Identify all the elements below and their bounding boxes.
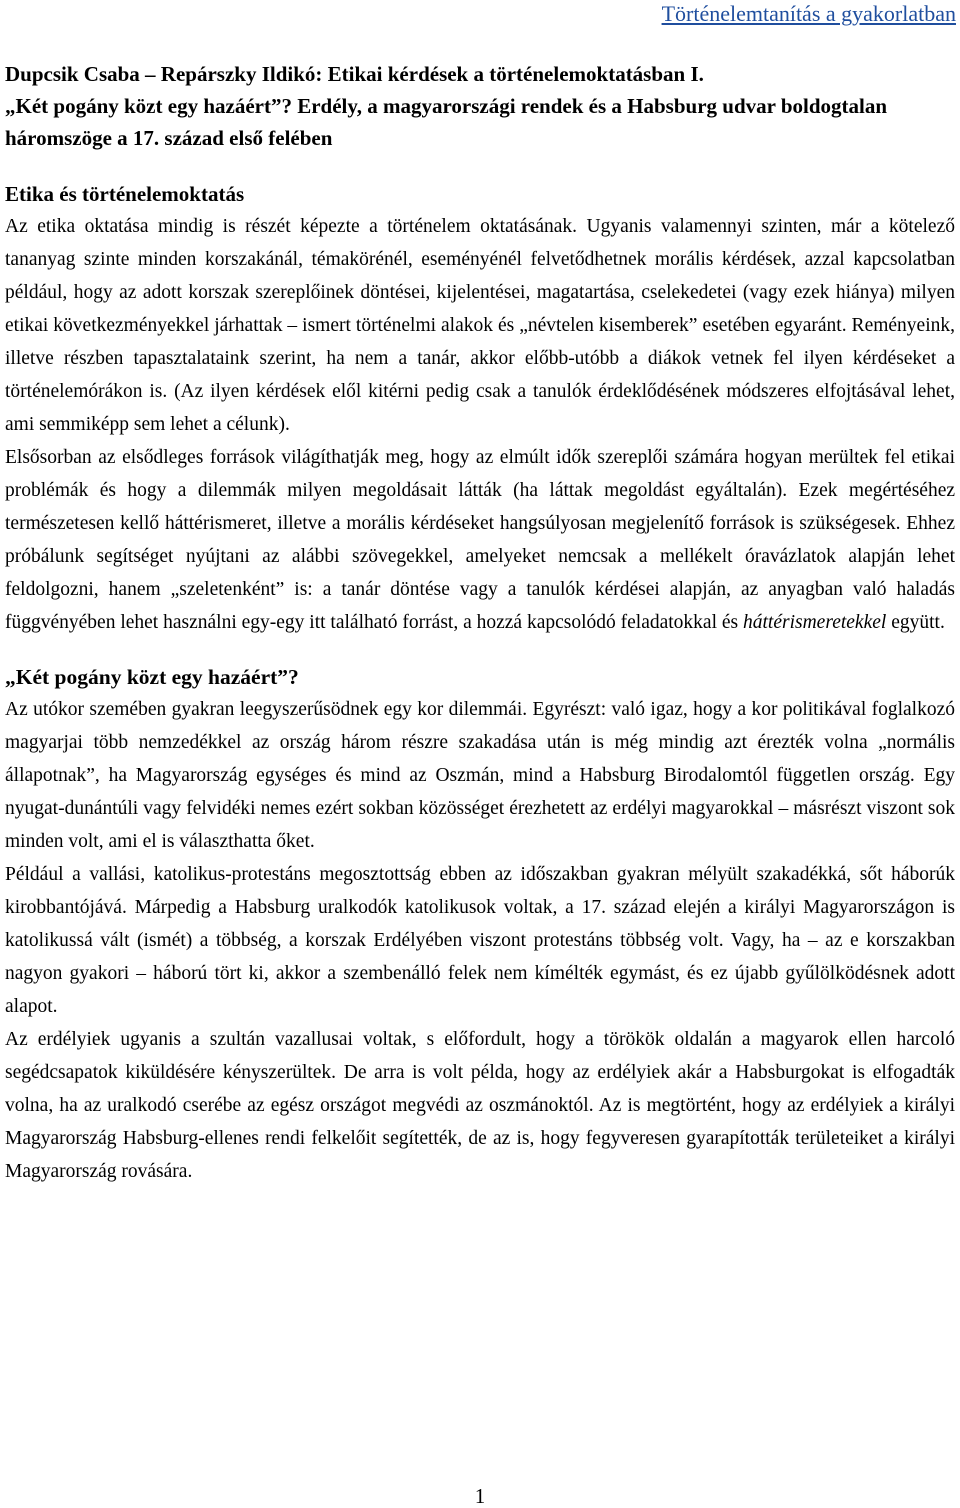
title-line-1: Dupcsik Csaba – Repárszky Ildikó: Etikai kérdések a történelemoktatásban I. <box>5 62 704 86</box>
paragraph-two-pagans-3: Az erdélyiek ugyanis a szultán vazallusai voltak, s előfordult, hogy a törökök oldalán a magyarok ellen harcoló segédcsapatok kiküldésére kényszerültek. De arra is volt példa, hogy az erdélyiek akár a Habsburgokat is elfogadták volna, ha az uralkodó cserébe az egész országot megvédi az oszmánoktól. Az is megtörtént, hogy az erdélyiek a királyi Magyarország Habsburg-ellenes rendi felkelőit segítették, de az is, hogy fegyveresen gyarapították területeiket a királyi Magyarország rovására. <box>5 1029 955 1182</box>
document-body <box>5 58 955 1188</box>
document-title <box>5 58 955 154</box>
paragraph-ethics-2 <box>5 441 955 639</box>
paragraph-two-pagans-2: Például a vallási, katolikus-protestáns megosztottság ebben az időszakban gyakran mélyült szakadékká, sőt háborúk kirobbantójává. Márpedig a Habsburg uralkodók katolikusok voltak, a 17. század elején a királyi Magyarországon is katolikussá vált (ismét) a többség, a korszak Erdélyében viszont protestáns többség volt. Vagy, ha – az e korszakban nagyon gyakori – háború tört ki, akkor a szembenálló felek nem kímélték egymást, és ez újabb gyűlölködésnek adott alapot. <box>5 864 955 1017</box>
section-heading-ethics: Etika és történelemoktatás <box>5 182 245 206</box>
paragraph-two-pagans-1: Az utókor szemében gyakran leegyszerűsödnek egy kor dilemmái. Egyrészt: való igaz, hogy a kor politikával foglalkozó magyarjai több nemzedékkel az ország három részre szakadása után is még mindig azt érezték volna „normális állapotnak”, ha Magyarország egységes és mind az Oszmán, mind a Habsburg Birodalomtól független ország. Egy nyugat-dunántúli vagy felvidéki nemes ezért sokban közösséget érezhetett az erdélyi magyarokkal – másrészt viszont sok minden volt, ami el is választhatta őket. <box>5 699 955 852</box>
header-link[interactable]: Történelemtanítás a gyakorlatban <box>661 1 956 26</box>
paragraph-ethics-2-end: együtt. <box>886 612 945 633</box>
title-line-2: „Két pogány közt egy hazáért”? Erdély, a magyarországi rendek és a Habsburg udvar boldogtalan háromszöge a 17. század első felében <box>5 94 888 150</box>
section-heading-two-pagans: „Két pogány közt egy hazáért”? <box>5 665 299 689</box>
page-number: 1 <box>474 1484 486 1508</box>
paragraph-ethics-1: Az etika oktatása mindig is részét képezte a történelem oktatásának. Ugyanis valamennyi szinten, már a kötelező tananyag szinte minden korszakánál, témakörénél, eseményénél felvetődhetnek morális kérdések, azzal kapcsolatban például, hogy az adott korszak szereplőinek döntései, kijelentései, magatartása, cselekedetei (vagy ezek hiánya) milyen etikai következményekkel járhattak – ismert történelmi alakok és „névtelen kisemberek” esetében egyaránt. Reményeink, illetve részben tapasztalataink szerint, ha nem a tanár, akkor előbb-utóbb a diákok vetnek fel ilyen kérdéseket a történelemórákon is. (Az ilyen kérdések elől kitérni pedig csak a tanulók érdeklődésének módszeres elfojtásával lehet, ami semmiképp sem lehet a célunk). <box>5 216 955 435</box>
paragraph-ethics-2-italic: háttérismeretekkel <box>743 612 887 633</box>
paragraph-ethics-2-text: Elsősorban az elsődleges források világíthatják meg, hogy az elmúlt idők szereplői számára hogyan merültek fel etikai problémák és hogy a dilemmák milyen megoldásait látták (ha láttak megoldást egyáltalán). Ezek megértéséhez természetesen kellő háttérismeret, illetve a morális kérdéseket hangsúlyosan megjelenítő források is szükségesek. Ehhez próbálunk segítséget nyújtani az alábbi szövegekkel, amelyeket nemcsak a mellékelt óravázlatok alapján lehet feldolgozni, hanem „szeletenként” is: a tanár döntése vagy a tanulók kérdései alapján, az anyagban való haladás függvényében lehet használni egy-egy itt található forrást, a hozzá kapcsolódó feladatokkal és <box>5 447 955 633</box>
